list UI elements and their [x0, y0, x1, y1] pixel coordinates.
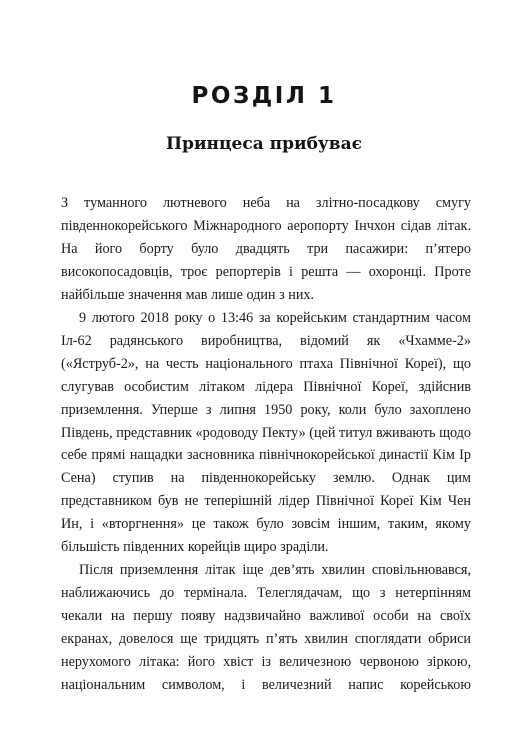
chapter-heading: РОЗДІЛ 1	[191, 83, 337, 109]
paragraph-1: З туманного лютневого неба на злітно-посадкову смугу південнокорейського Міжнародного аеропорту Інчхон сідав літак. На його борту було двадцять три пасажири: п’ятеро високопосадовців, троє репортерів і решта — охоронці. Проте найбільше значення мав лише один з них.	[61, 195, 471, 303]
chapter-title: Принцеса прибуває	[166, 134, 362, 154]
paragraph-2: 9 лютого 2018 року о 13:46 за корейським стандартним часом Іл-62 радянського виробництва, відомий як «Чхамме-2» («Яструб-2», на честь національного птаха Північної Кореї), що слугував особистим літаком лідера Північної Кореї, здійснив приземлення. Уперше з липня 1950 року, коли було захоплено Південь, представник «родоводу Пекту» (цей титул вживають щодо себе прямі нащадки засновника північнокорейської династії Кім Ір Сена) ступив на південнокорейську землю. Однак цим представником був не теперішній лідер Північної Кореї Кім Чен Ин, і «вторгнення» це також було зовсім іншим, таким, якому більшість південних корейців щиро зраділи.	[61, 309, 471, 556]
paragraph-3: Після приземлення літак іще дев’ять хвилин сповільнювався, наближаючись до термінала. Телеглядачам, що з нетерпінням чекали на першу появу надзвичайно важливої особи на своїх екранах, довелося ще тридцять п’ять хвилин споглядати обриси нерухомого літака: його хвіст із величезною червоною зіркою, національним символом, і величезний напис корейською	[61, 562, 471, 694]
chapter-body	[61, 192, 471, 697]
